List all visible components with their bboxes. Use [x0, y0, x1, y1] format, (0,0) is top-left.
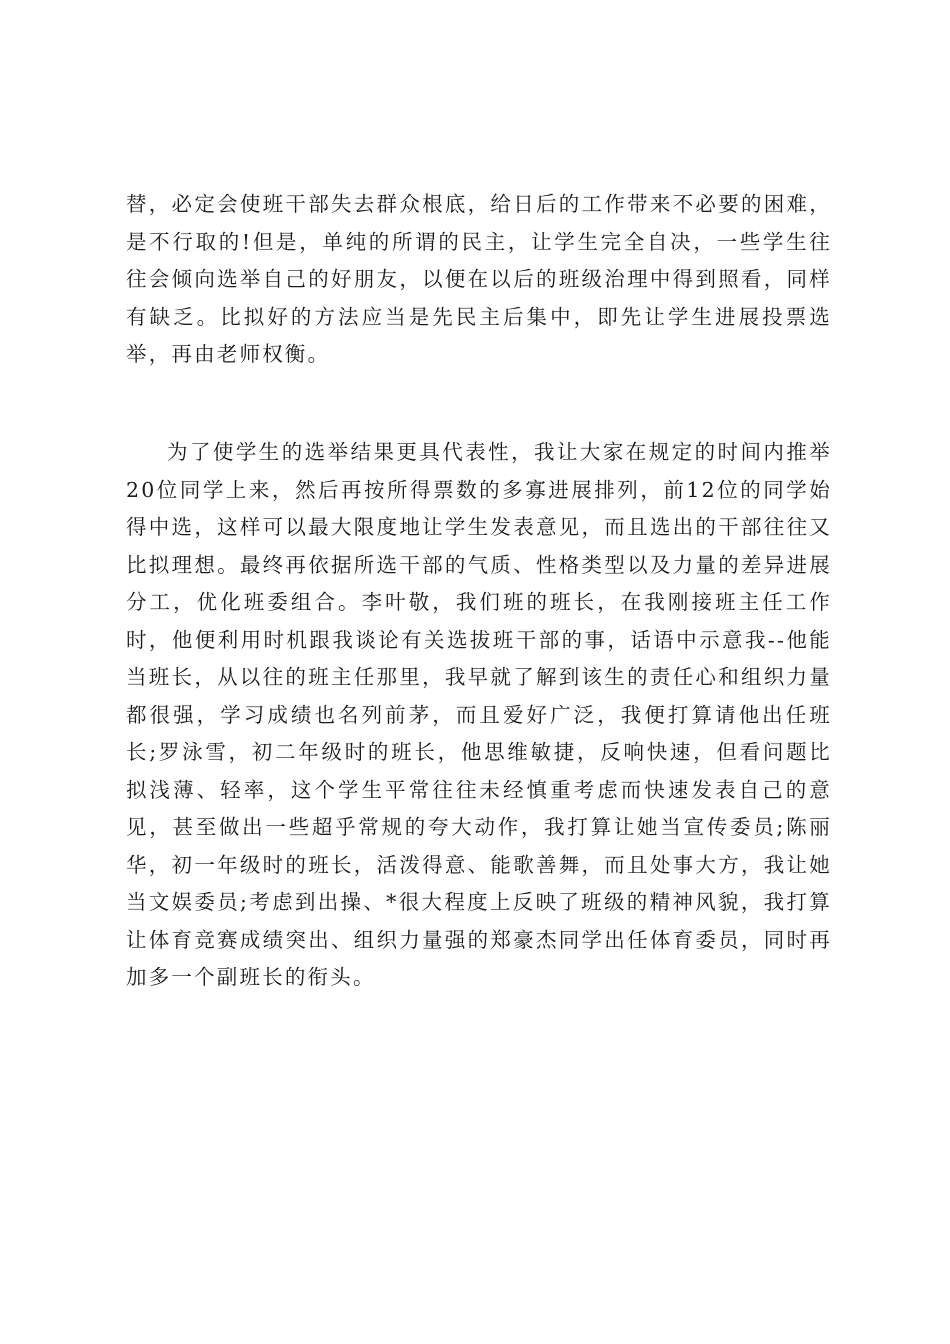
paragraph-1: 替，必定会使班干部失去群众根底，给日后的工作带来不必要的困难，是不行取的!但是，单纯的所谓的民主，让学生完全自决，一些学生往往会倾向选举自己的好朋友，以便在以后的班级治理中得到照看，同样有缺乏。比拟好的方法应当是先民主后集中，即先让学生进展投票选举，再由老师权衡。 — [126, 192, 832, 366]
paragraph-2: 为了使学生的选举结果更具代表性，我让大家在规定的时间内推举20位同学上来，然后再按所得票数的多寡进展排列，前12位的同学始得中选，这样可以最大限度地让学生发表意见，而且选出的干部往往又比拟理想。最终再依据所选干部的气质、性格类型以及力量的差异进展分工，优化班委组合。李叶敬，我们班的班长，在我刚接班主任工作时，他便利用时机跟我谈论有关选拔班干部的事，话语中示意我--他能当班长，从以往的班主任那里，我早就了解到该生的责任心和组织力量都很强，学习成绩也名列前茅，而且爱好广泛，我便打算请他出任班长;罗泳雪，初二年级时的班长，他思维敏捷，反响快速，但看问题比拟浅薄、轻率，这个学生平常往往未经慎重考虑而快速发表自己的意见，甚至做出一些超乎常规的夸大动作，我打算让她当宣传委员;陈丽华，初一年级时的班长，活泼得意、能歌善舞，而且处事大方，我让她当文娱委员;考虑到出操、*很大程度上反映了班级的精神风貌，我打算让体育竞赛成绩突出、组织力量强的郑豪杰同学出任体育委员，同时再加多一个副班长的衔头。 — [126, 440, 832, 989]
